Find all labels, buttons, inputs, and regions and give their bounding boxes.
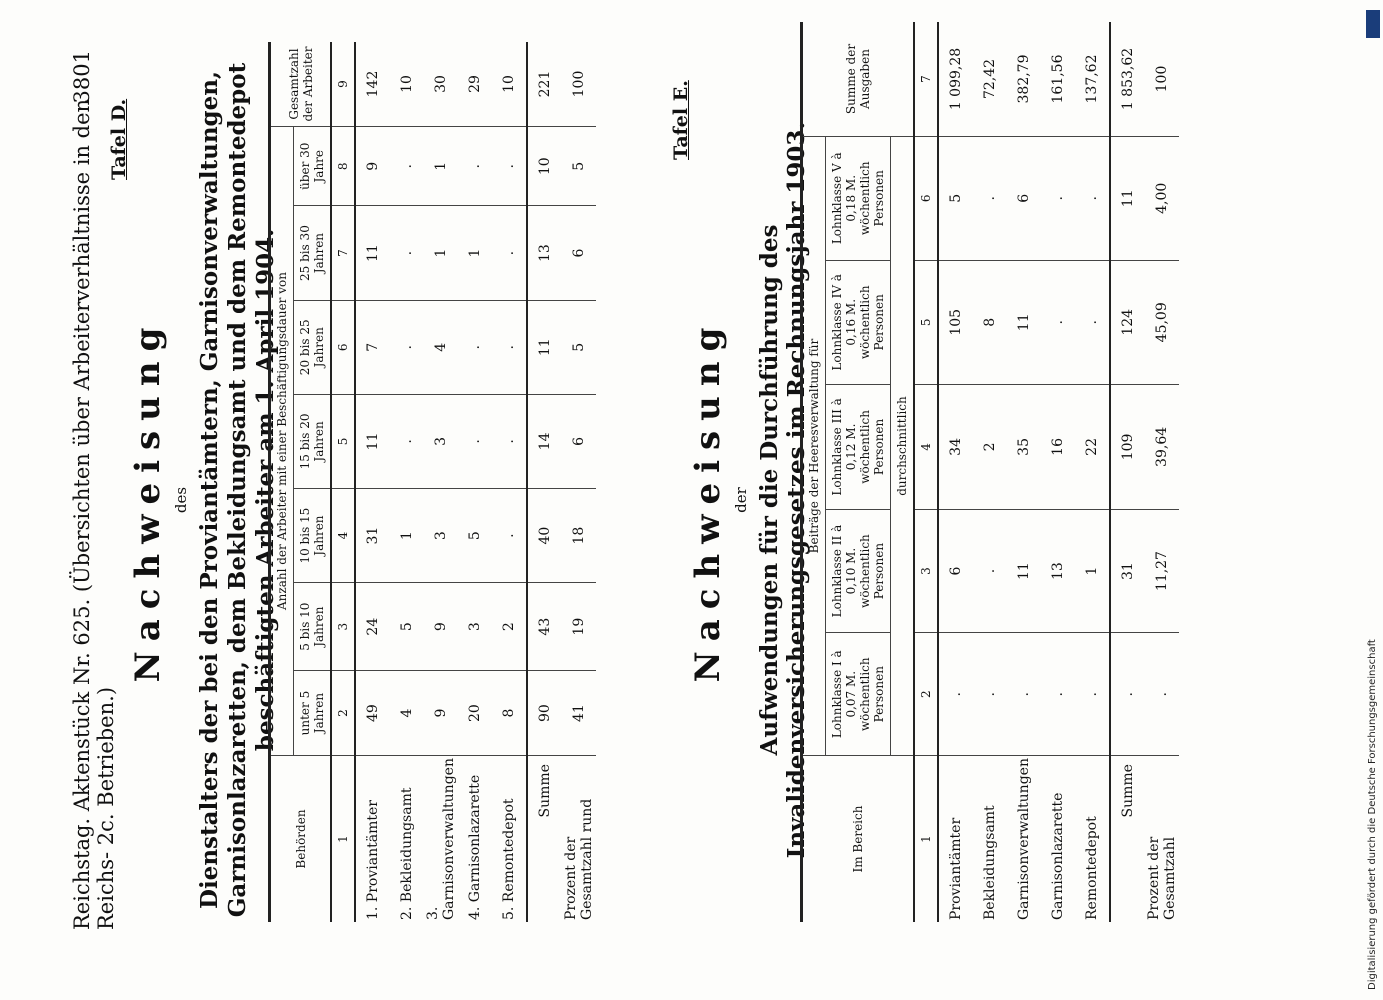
cell: 9: [424, 671, 458, 756]
cell: 20: [458, 671, 492, 756]
table-row: [458, 42, 492, 922]
table-row: [492, 42, 527, 922]
cell: 142: [355, 42, 390, 127]
col-number: 5: [331, 394, 355, 488]
col-number: 4: [331, 489, 355, 583]
col-number: 2: [914, 633, 938, 756]
cell: 24: [355, 583, 390, 671]
row-label: 4. Garnisonlazarette: [467, 774, 483, 920]
cell: 9: [424, 583, 458, 671]
cell: 1: [390, 489, 424, 583]
tafel-d-table: [268, 42, 596, 922]
cell: 11,27: [1145, 509, 1179, 633]
cell: 100: [562, 42, 596, 127]
cell: 124: [1110, 260, 1145, 385]
col-number: 5: [914, 260, 938, 385]
cell: .: [390, 206, 424, 300]
cell: .: [938, 633, 973, 756]
row-label: Proviantämter: [948, 817, 964, 920]
cell: 10: [492, 42, 527, 127]
column-number-row: [914, 22, 938, 922]
cell: 11: [355, 206, 390, 300]
row-label: Bekleidungsamt: [982, 805, 998, 920]
tafel-e-label: Tafel E.: [670, 80, 692, 160]
cell: 4,00: [1145, 137, 1179, 261]
cell: 19: [562, 583, 596, 671]
cell: .: [1041, 137, 1075, 261]
cell: 39,64: [1145, 385, 1179, 510]
percent-row: [1145, 22, 1179, 922]
col-header: Lohnklasse IV à 0,16 M. wöchentlich Personen: [826, 260, 891, 385]
cell: 43: [527, 583, 562, 671]
cell: .: [1145, 633, 1179, 756]
table-row: [973, 22, 1007, 922]
col-header: Lohnklasse II à 0,10 M. wöchentlich Personen: [826, 509, 891, 633]
cell: 49: [355, 671, 390, 756]
cell: 6: [1007, 137, 1041, 261]
cell: 3: [424, 394, 458, 488]
page-number: 3801: [70, 50, 94, 104]
beitraege-group-header: Beiträge der Heeresverwaltung für: [802, 137, 826, 756]
cell: 5: [458, 489, 492, 583]
cell: .: [390, 300, 424, 394]
col-number: 9: [331, 42, 355, 127]
cell: .: [492, 206, 527, 300]
table-row: [1007, 22, 1041, 922]
cell: 34: [938, 385, 973, 510]
row-label: 2. Bekleidungsamt: [399, 787, 415, 920]
dfg-sidebar: [1362, 10, 1383, 990]
col-header: Lohnklasse I à 0,07 M. wöchentlich Personen: [826, 633, 891, 756]
cell: 1 853,62: [1110, 22, 1145, 137]
cell: 4: [390, 671, 424, 756]
cell: 31: [1110, 509, 1145, 633]
tafel-d-label: Tafel D.: [108, 98, 130, 180]
table-row: [1075, 22, 1110, 922]
cell: 6: [562, 206, 596, 300]
cell: 3: [424, 489, 458, 583]
percent-label: Prozent der Gesamtzahl rund: [563, 798, 595, 920]
cell: .: [492, 394, 527, 488]
cell: 8: [973, 260, 1007, 385]
col-header: 10 bis 15 Jahren: [294, 489, 332, 583]
cell: .: [1075, 137, 1110, 261]
cell: 13: [527, 206, 562, 300]
tafel-e-der: der: [732, 487, 750, 513]
cell: 6: [562, 394, 596, 488]
cell: .: [1041, 260, 1075, 385]
row-label: Garnisonverwaltungen: [1016, 758, 1032, 920]
table-row: [390, 42, 424, 922]
cell: .: [1075, 260, 1110, 385]
cell: 90: [527, 671, 562, 756]
row-label: 5. Remontedepot: [501, 798, 517, 920]
table-header-row: [270, 42, 294, 922]
cell: 29: [458, 42, 492, 127]
cell: 72,42: [973, 22, 1007, 137]
cell: 10: [390, 42, 424, 127]
cell: 7: [355, 300, 390, 394]
col-header: 25 bis 30 Jahren: [294, 206, 332, 300]
cell: 4: [424, 300, 458, 394]
col-number: 1: [331, 756, 355, 922]
cell: 1 099,28: [938, 22, 973, 137]
col-number: 1: [914, 756, 938, 922]
cell: 11: [355, 394, 390, 488]
table-header-row: [802, 22, 826, 922]
cell: 5: [562, 300, 596, 394]
cell: .: [1110, 633, 1145, 756]
cell: 16: [1041, 385, 1075, 510]
tafel-d-subtitle: Dienstalters der bei den Proviantämtern, Garnisonverwaltungen, Garnisonlazaretten, dem Bekleidungsamt und dem Remontedepot beschäftigten Arbeiter am 1. April 1904.: [196, 62, 279, 918]
cell: 1: [458, 206, 492, 300]
row-label: Garnisonlazarette: [1050, 792, 1066, 920]
col-header: Lohnklasse III à 0,12 M. wöchentlich Personen: [826, 385, 891, 510]
column-number-row: [331, 42, 355, 922]
cell: 5: [938, 137, 973, 261]
cell: 6: [938, 509, 973, 633]
cell: .: [492, 489, 527, 583]
col-number: 2: [331, 671, 355, 756]
col-header: Lohnklasse V à 0,18 M. wöchentlich Personen: [826, 137, 891, 261]
cell: .: [973, 633, 1007, 756]
row-label: Remontedepot: [1084, 816, 1100, 920]
cell: 11: [1110, 137, 1145, 261]
cell: .: [458, 300, 492, 394]
col-number: 4: [914, 385, 938, 510]
cell: 10: [527, 127, 562, 207]
cell: 11: [527, 300, 562, 394]
cell: 11: [1007, 509, 1041, 633]
cell: 45,09: [1145, 260, 1179, 385]
cell: .: [1007, 633, 1041, 756]
total-header: Gesamtzahl der Arbeiter: [270, 42, 332, 127]
bereich-header: Im Bereich: [802, 756, 915, 922]
col-number: 6: [331, 300, 355, 394]
col-number: 7: [331, 206, 355, 300]
cell: .: [390, 127, 424, 207]
cell: 18: [562, 489, 596, 583]
cell: 3: [458, 583, 492, 671]
cell: 14: [527, 394, 562, 488]
sum-row: [527, 42, 562, 922]
row-label: 1. Proviantämter: [365, 800, 381, 920]
cell: 1: [424, 127, 458, 207]
total-header: Summe der Ausgaben: [802, 22, 915, 137]
col-header: 15 bis 20 Jahren: [294, 394, 332, 488]
cell: .: [973, 137, 1007, 261]
col-number: 6: [914, 137, 938, 261]
col-number: 3: [331, 583, 355, 671]
cell: .: [492, 127, 527, 207]
percent-label: Prozent der Gesamtzahl: [1146, 836, 1178, 920]
cell: 105: [938, 260, 973, 385]
cell: .: [390, 394, 424, 488]
cell: 9: [355, 127, 390, 207]
cell: 30: [424, 42, 458, 127]
sum-row: [1110, 22, 1145, 922]
cell: .: [1075, 633, 1110, 756]
cell: 1: [1075, 509, 1110, 633]
cell: .: [492, 300, 527, 394]
table-row: [355, 42, 390, 922]
running-header: [70, 50, 118, 930]
table-row: [938, 22, 973, 922]
percent-row: [562, 42, 596, 922]
duration-group-header: Anzahl der Arbeiter mit einer Beschäftigungsdauer von: [270, 127, 294, 756]
cell: 2: [973, 385, 1007, 510]
col-number: 8: [331, 127, 355, 207]
col-number: 3: [914, 509, 938, 633]
tafel-e-subtitle: Aufwendungen für die Durchführung des Invalidenversicherungsgesetzes im Rechnungsjahr 1903.: [756, 121, 810, 859]
cell: .: [458, 394, 492, 488]
col-number: 7: [914, 22, 938, 137]
cell: 22: [1075, 385, 1110, 510]
col-header: 20 bis 25 Jahren: [294, 300, 332, 394]
cell: 5: [390, 583, 424, 671]
cell: 40: [527, 489, 562, 583]
table-row: [1041, 22, 1075, 922]
cell: .: [1041, 633, 1075, 756]
tafel-d-title: Nachweisung: [128, 317, 168, 683]
row-label: 3. Garnisonverwaltungen: [425, 758, 457, 920]
col-header: 5 bis 10 Jahren: [294, 583, 332, 671]
cell: .: [973, 509, 1007, 633]
cell: .: [458, 127, 492, 207]
cell: 8: [492, 671, 527, 756]
cell: 35: [1007, 385, 1041, 510]
digitization-note: Digitalisierung gefördert durch die Deutsche Forschungsgemeinschaft: [1367, 639, 1378, 990]
cell: 137,62: [1075, 22, 1110, 137]
cell: 161,56: [1041, 22, 1075, 137]
table-row: [424, 42, 458, 922]
cell: 109: [1110, 385, 1145, 510]
durchschnittlich-header: durchschnittlich: [891, 137, 915, 756]
cell: 221: [527, 42, 562, 127]
behoerden-header: Behörden: [270, 756, 332, 922]
cell: 13: [1041, 509, 1075, 633]
cell: 1: [424, 206, 458, 300]
header-text: Reichstag. Aktenstück Nr. 625. (Übersichten über Arbeiterverhältnisse in den Reichs- 2c. Betrieben.): [70, 98, 118, 930]
cell: 382,79: [1007, 22, 1041, 137]
cell: 2: [492, 583, 527, 671]
cell: 41: [562, 671, 596, 756]
cell: 11: [1007, 260, 1041, 385]
sum-label: Summe: [527, 756, 562, 922]
col-header: unter 5 Jahren: [294, 671, 332, 756]
col-header: über 30 Jahre: [294, 127, 332, 207]
tafel-e-table: [800, 22, 1179, 922]
cell: 31: [355, 489, 390, 583]
tafel-d-des: des: [172, 486, 190, 514]
sum-label: Summe: [1110, 756, 1145, 922]
cell: 5: [562, 127, 596, 207]
tafel-e-title: Nachweisung: [688, 317, 728, 683]
cell: 100: [1145, 22, 1179, 137]
